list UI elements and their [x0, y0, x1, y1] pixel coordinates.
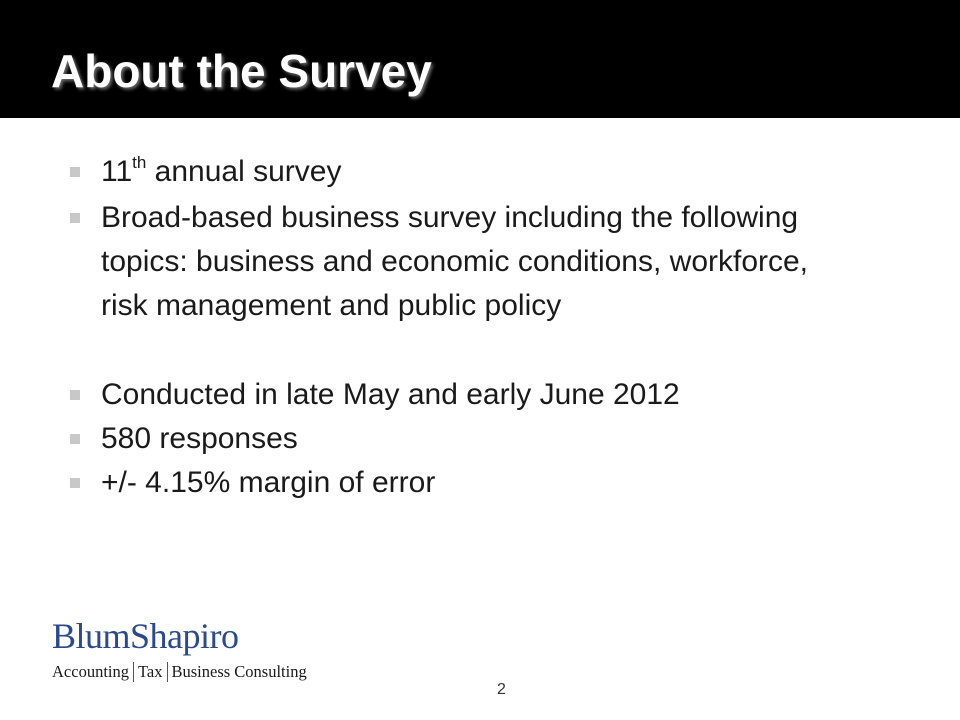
logo-tagline: [52, 662, 307, 682]
logo-name: BlumShapiro: [52, 616, 239, 656]
bullet-marker: [70, 478, 80, 488]
bullet-text: +/- 4.15% margin of error: [101, 466, 436, 499]
logo-tag-tax: Tax: [137, 662, 163, 681]
logo-divider: [167, 662, 168, 682]
bullet-marker: [70, 434, 80, 444]
bullet-text: 580 responses: [101, 422, 298, 455]
slide-title: About the Survey: [51, 45, 432, 97]
logo-divider: [133, 662, 134, 682]
bullet-text: Conducted in late May and early June 2012: [101, 378, 680, 411]
title-bar: [0, 0, 960, 118]
bullet-text: Broad-based business survey including the following topics: business and economic conditions, workforce, risk management and public policy: [101, 201, 809, 322]
page-number: 2: [497, 681, 506, 698]
bullet-marker: [70, 213, 80, 223]
bullet-marker: [70, 167, 80, 177]
logo-tag-consulting: Business Consulting: [171, 662, 307, 681]
company-logo: [52, 618, 307, 682]
logo-tag-accounting: Accounting: [52, 662, 129, 681]
bullet-marker: [70, 390, 80, 400]
bullet-text: 11th annual survey: [101, 153, 342, 188]
